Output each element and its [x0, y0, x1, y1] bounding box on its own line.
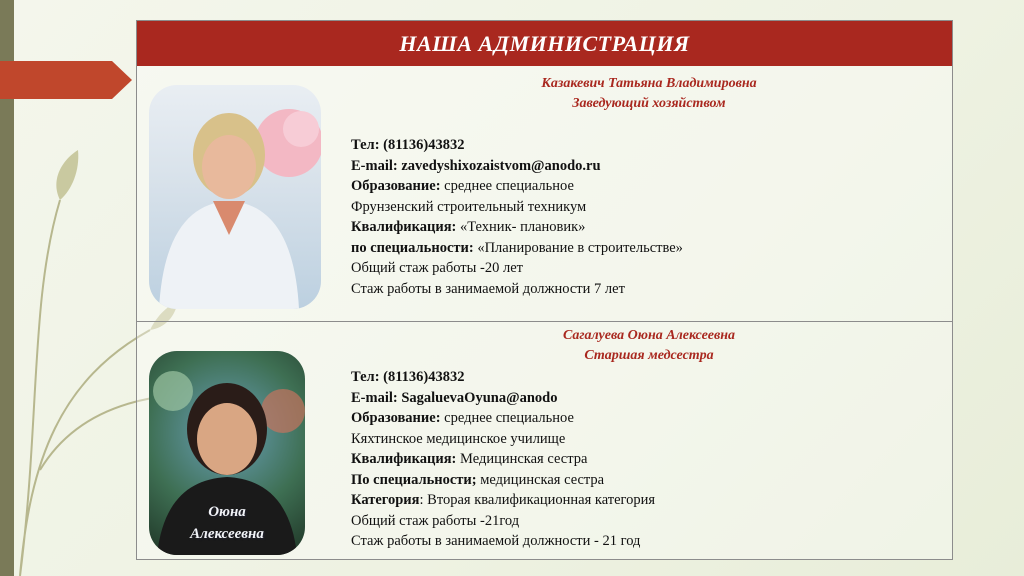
- email-link[interactable]: zavedyshixozaistvom@anodo.ru: [401, 157, 601, 174]
- education-label: Образование:: [351, 178, 441, 194]
- specialty-value: медицинская сестра: [480, 471, 605, 488]
- person2-info: [351, 367, 655, 552]
- section-divider: [137, 321, 952, 322]
- qualification-value: Медицинская сестра: [460, 451, 588, 467]
- qualification-value: «Техник- плановик»: [460, 219, 586, 235]
- email-link[interactable]: SagaluevaOyuna@anodo: [401, 389, 558, 406]
- education-value: среднее специальное: [444, 178, 574, 194]
- person2-position: Старшая медсестра: [584, 348, 714, 363]
- email-label: E-mail:: [351, 389, 398, 406]
- person1-name: Казакевич Татьяна Владимировна: [541, 76, 757, 91]
- photo-caption-2: Алексеевна: [190, 526, 264, 542]
- category-label: Категория: [351, 492, 420, 508]
- specialty-label: по специальности:: [351, 239, 474, 256]
- administration-card: [136, 20, 953, 560]
- email-label: E-mail:: [351, 157, 398, 174]
- phone-label: Тел:: [351, 137, 380, 153]
- position-experience: Стаж работы в занимаемой должности 7 лет: [351, 280, 625, 297]
- person2-photo: [149, 351, 305, 555]
- position-experience: Стаж работы в занимаемой должности - 21 год: [351, 533, 641, 549]
- category-value: : Вторая квалификационная категория: [419, 492, 656, 508]
- photo-caption-1: Оюна: [208, 504, 246, 520]
- school-value: Кяхтинское медицинское училище: [351, 430, 566, 447]
- education-value: среднее специальное: [444, 410, 574, 426]
- specialty-label: По специальности;: [351, 471, 477, 488]
- total-experience: Общий стаж работы -20 лет: [351, 260, 523, 276]
- page-title: НАША АДМИНИСТРАЦИЯ: [399, 30, 690, 56]
- school-value: Фрунзенский строительный техникум: [351, 198, 587, 215]
- education-label: Образование:: [351, 410, 441, 426]
- specialty-value: «Планирование в строительстве»: [477, 239, 683, 256]
- person1-photo: [149, 85, 321, 309]
- person2-name: Сагалуева Оюна Алексеевна: [562, 328, 736, 343]
- arrow-decoration: [0, 61, 132, 99]
- qualification-label: Квалификация:: [351, 219, 457, 235]
- person1-position: Заведующий хозяйством: [572, 96, 726, 111]
- header-bar: [137, 21, 952, 66]
- person1-info: [351, 135, 683, 299]
- qualification-label: Квалификация:: [351, 451, 457, 467]
- phone-label: Тел:: [351, 369, 380, 385]
- phone-value: (81136)43832: [383, 369, 465, 385]
- total-experience: Общий стаж работы -21год: [351, 512, 520, 529]
- phone-value: (81136)43832: [383, 137, 465, 153]
